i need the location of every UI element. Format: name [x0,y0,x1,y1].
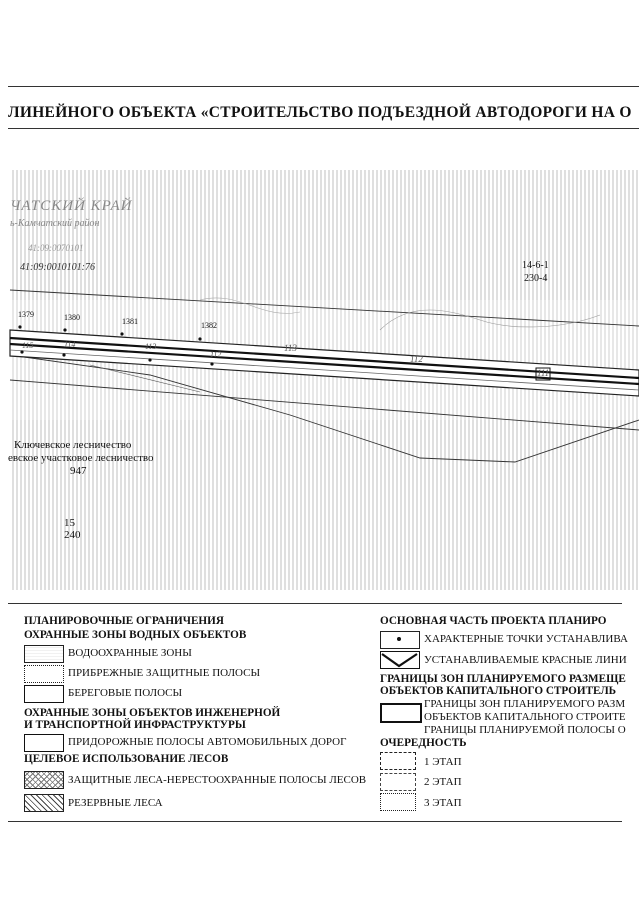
zones-header: ГРАНИЦЫ ЗОН ПЛАНИРУЕМОГО РАЗМЕЩЕ [380,673,626,685]
legend-item: РЕЗЕРВНЫЕ ЛЕСА [68,797,163,809]
point-label: 1379 [18,310,34,319]
region-label: ЧАТСКИЙ КРАЙ [10,198,133,214]
forest-quarter-15: 15 [64,517,75,529]
road-picket-label: 112 [210,350,222,359]
legend-item: 2 ЭТАП [424,776,462,788]
legend-item: ГРАНИЦЫ ПЛАНИРУЕМОЙ ПОЛОСЫ О [424,724,626,736]
road-picket-label: 114 [64,340,76,349]
legend-item: ВОДООХРАННЫЕ ЗОНЫ [68,647,192,659]
water-protection-zone-swatch [24,645,64,663]
cadastre-label-2: 41:09:0010101:76 [20,262,95,273]
legend-bottom-rule [8,821,622,822]
legend-item: УСТАНАВЛИВАЕМЫЕ КРАСНЫЕ ЛИНИ [424,654,627,666]
forestry-subdistrict-label: евское участковое лесничество [8,452,154,464]
road-picket-label: 113 [145,342,157,351]
stage-2-swatch [380,773,416,791]
legend-item: БЕРЕГОВЫЕ ПОЛОСЫ [68,687,183,699]
point-label: 1382 [201,321,217,330]
parcel-label-1: 14-6-1 [522,260,549,271]
stage-3-swatch [380,793,416,811]
stages-header: ОЧЕРЕДНОСТЬ [380,737,467,749]
legend-item: ЗАЩИТНЫЕ ЛЕСА-НЕРЕСТООХРАННЫЕ ПОЛОСЫ ЛЕСОВ [68,774,367,786]
characteristic-point-swatch [380,631,420,649]
road-picket-label: 113 [284,343,297,353]
forestry-label: Ключевское лесничество [14,439,132,451]
legend-top-rule [8,603,622,604]
legend-item: 1 ЭТАП [424,756,462,768]
road-picket-label: 115 [22,341,34,350]
forest-quarter-240: 240 [64,529,81,541]
legend-item: 3 ЭТАП [424,797,462,809]
legend-left-header: ПЛАНИРОВОЧНЫЕ ОГРАНИЧЕНИЯ [24,615,224,627]
point-dot-icon [397,637,401,641]
point-label: 1380 [64,313,80,322]
drawing-title: ЛИНЕЙНОГО ОБЪЕКТА «СТРОИТЕЛЬСТВО ПОДЪЕЗДНОЙ АВТОДОРОГИ НА О [8,104,632,121]
infra-zones-header: ОХРАННЫЕ ЗОНЫ ОБЪЕКТОВ ИНЖЕНЕРНОЙ [24,707,281,719]
protective-forest-swatch [24,771,64,789]
reserve-forest-swatch [24,794,64,812]
planned-zone-swatch [380,703,422,723]
stage-1-swatch [380,752,416,770]
water-zones-header: ОХРАННЫЕ ЗОНЫ ВОДНЫХ ОБЪЕКТОВ [24,629,247,641]
legend-item: ПРИБРЕЖНЫЕ ЗАЩИТНЫЕ ПОЛОСЫ [68,667,261,679]
legend-item: ХАРАКТЕРНЫЕ ТОЧКИ УСТАНАВЛИВА [424,633,628,645]
forest-use-header: ЦЕЛЕВОЕ ИСПОЛЬЗОВАНИЕ ЛЕСОВ [24,753,229,765]
road-picket-label: 112 [410,354,423,364]
legend-right-header: ОСНОВНАЯ ЧАСТЬ ПРОЕКТА ПЛАНИРО [380,615,607,627]
legend-item: ПРИДОРОЖНЫЕ ПОЛОСЫ АВТОМОБИЛЬНЫХ ДОРОГ [68,736,347,748]
infra-zones-header-2: И ТРАНСПОРТНОЙ ИНФРАСТРУКТУРЫ [24,719,246,731]
legend-item: ОБЪЕКТОВ КАПИТАЛЬНОГО СТРОИТЕ [424,711,626,723]
legend-item: ГРАНИЦЫ ЗОН ПЛАНИРУЕМОГО РАЗМ [424,698,626,710]
coastal-strip-swatch [24,665,64,683]
zones-header-2: ОБЪЕКТОВ КАПИТАЛЬНОГО СТРОИТЕЛЬ [380,685,617,697]
district-label: ь-Камчатский район [10,218,100,229]
parcel-label-2: 230-4 [524,273,548,284]
forest-quarter-947: 947 [70,465,87,477]
shore-strip-swatch [24,685,64,703]
point-label: 1381 [122,317,138,326]
red-line-swatch [380,651,420,669]
cadastre-label-1: 41:09:0070101 [28,243,84,253]
roadside-strip-swatch [24,734,64,752]
road-picket-label: 111 [537,368,550,378]
